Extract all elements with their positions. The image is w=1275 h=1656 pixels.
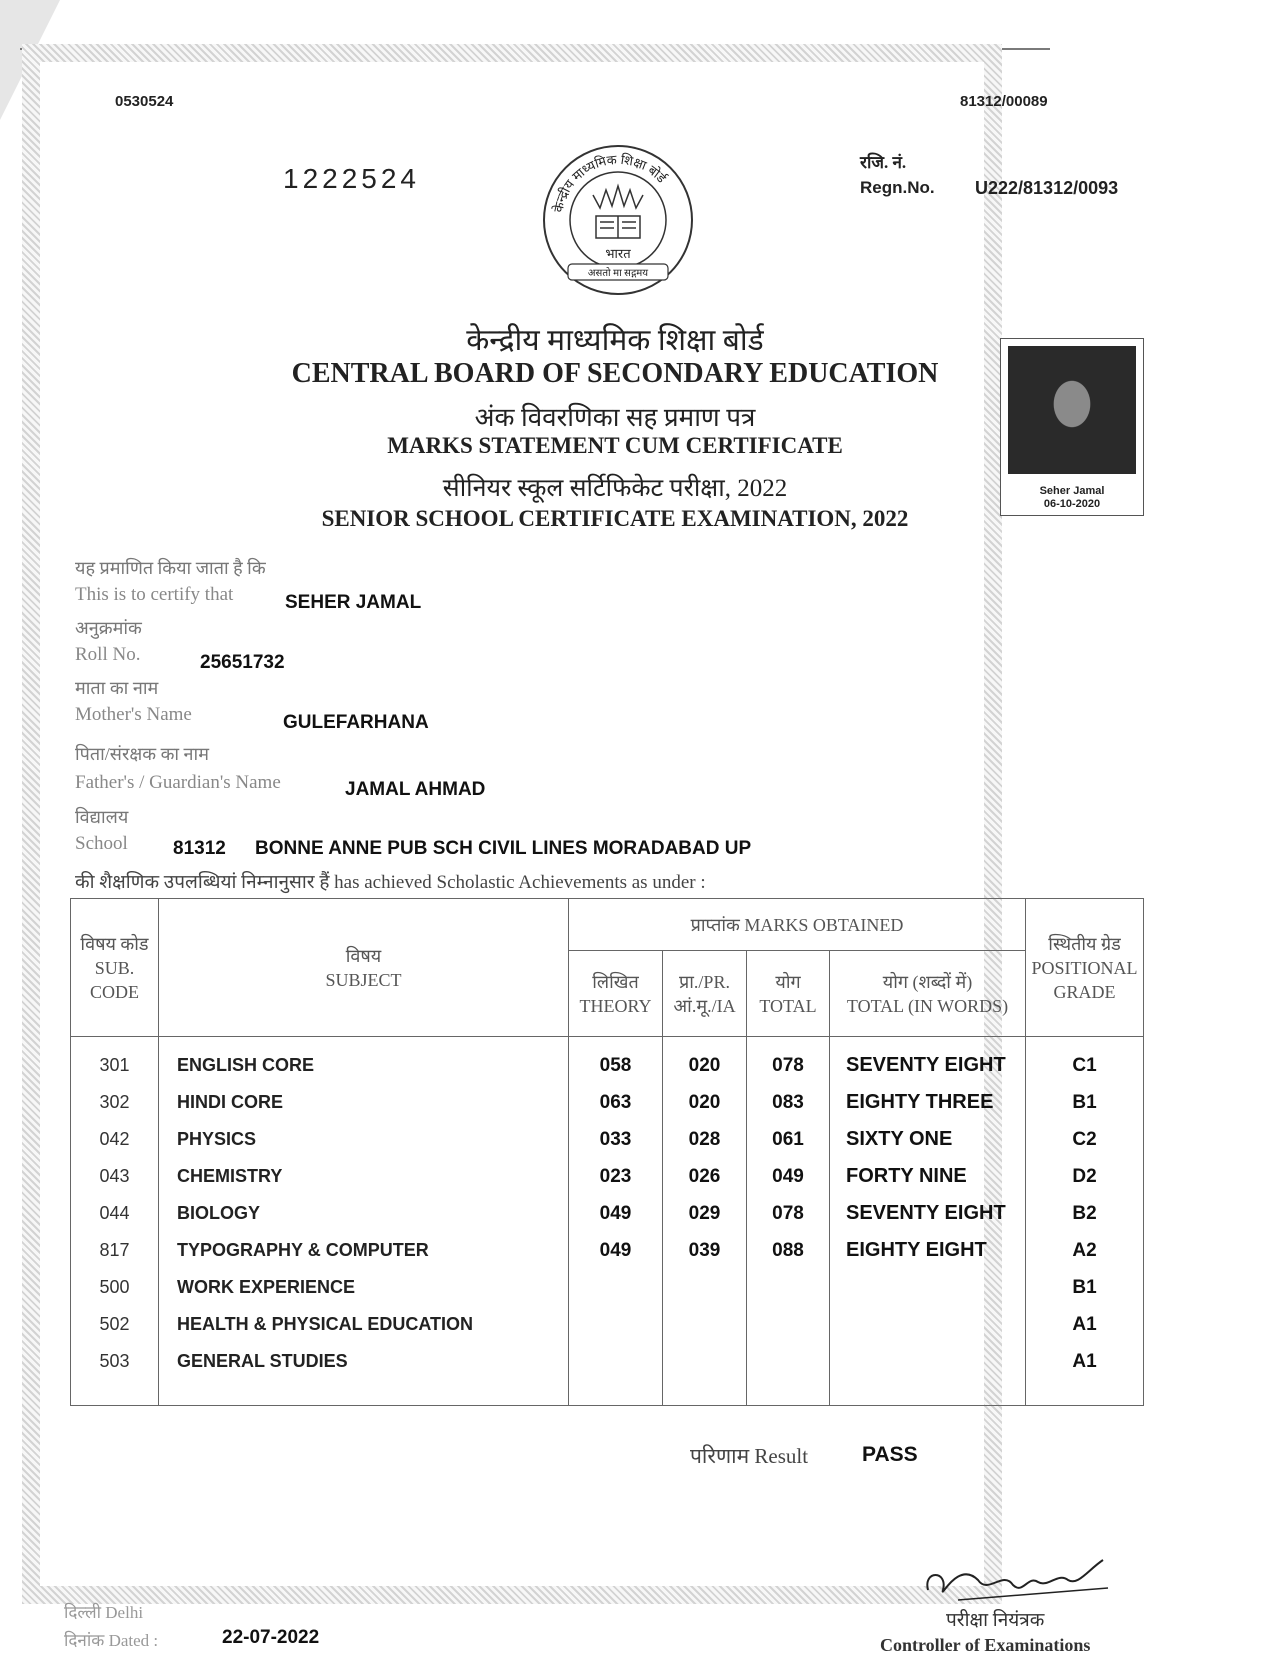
- roll-label-hindi: अनुक्रमांक: [75, 618, 142, 638]
- header-sub-code-hindi: विषय कोड: [80, 933, 149, 954]
- achievement-line: [75, 868, 706, 894]
- positional-grade: B1: [1072, 1091, 1097, 1113]
- student-photo: [1000, 338, 1144, 516]
- positional-grade: A1: [1072, 1313, 1097, 1335]
- practical-marks: 020: [688, 1054, 721, 1076]
- grade-column: [1026, 1037, 1144, 1406]
- total-in-words: SEVENTY EIGHT: [846, 1202, 1006, 1224]
- total-marks: [747, 1306, 829, 1343]
- mother-label-hindi: माता का नाम: [75, 678, 159, 698]
- controller-title: Controller of Examinations: [880, 1635, 1091, 1655]
- subject-name: CHEMISTRY: [177, 1166, 283, 1186]
- subject-code: 817: [99, 1240, 130, 1260]
- subject-name: TYPOGRAPHY & COMPUTER: [177, 1240, 429, 1260]
- total-marks: 083: [772, 1091, 804, 1113]
- roll-number: 25651732: [200, 652, 285, 673]
- school-label: School: [75, 833, 128, 854]
- subject-code: 042: [99, 1129, 130, 1149]
- marks-table: [70, 898, 1144, 1406]
- header-total-en: TOTAL: [759, 995, 817, 1016]
- theory-marks: 033: [599, 1128, 632, 1150]
- header-practical-1: प्रा./PR.: [679, 971, 730, 992]
- practical-marks: 029: [688, 1202, 721, 1224]
- positional-grade: C1: [1072, 1054, 1097, 1076]
- practical-marks: 039: [688, 1239, 721, 1261]
- portrait-image: [1008, 346, 1136, 474]
- total-marks: 078: [772, 1202, 804, 1224]
- theory-marks: [569, 1306, 662, 1343]
- mother-label: Mother's Name: [75, 704, 192, 725]
- positional-grade: C2: [1072, 1128, 1097, 1150]
- theory-marks: [569, 1269, 662, 1306]
- regn-label: Regn.No.: [860, 178, 935, 197]
- document-number: 1222524: [283, 163, 421, 194]
- subject-code: 043: [99, 1166, 130, 1186]
- place-label: दिल्ली Delhi: [64, 1603, 144, 1622]
- header-sub-code: [71, 899, 159, 1037]
- father-name: JAMAL AHMAD: [345, 779, 486, 800]
- header-grade-en2: GRADE: [1053, 981, 1116, 1002]
- header-subject-en: SUBJECT: [325, 969, 402, 990]
- exam-title: SENIOR SCHOOL CERTIFICATE EXAMINATION, 2022: [321, 506, 909, 531]
- header-sub-code-en2: CODE: [90, 981, 139, 1002]
- theory-marks: 023: [599, 1165, 632, 1187]
- header-theory: [569, 951, 663, 1037]
- words-column: [830, 1037, 1026, 1406]
- regn-label-hindi: रजि. नं.: [860, 153, 907, 172]
- total-in-words: [830, 1306, 1025, 1343]
- board-name-hindi: केन्द्रीय माध्यमिक शिक्षा बोर्ड: [466, 324, 764, 357]
- subject-column: [159, 1037, 569, 1406]
- practical-marks: 028: [688, 1128, 721, 1150]
- header-total-words: [830, 951, 1026, 1037]
- controller-signature-icon: [918, 1550, 1118, 1610]
- cbse-emblem-icon: [538, 140, 698, 300]
- subject-code: 301: [99, 1055, 130, 1075]
- positional-grade: A1: [1072, 1350, 1097, 1372]
- positional-grade: B1: [1072, 1276, 1097, 1298]
- photo-caption-name: Seher Jamal: [1039, 485, 1105, 497]
- header-total: [747, 951, 830, 1037]
- practical-marks: [663, 1269, 746, 1306]
- subject-name: HINDI CORE: [177, 1092, 284, 1112]
- document-title: MARKS STATEMENT CUM CERTIFICATE: [387, 433, 843, 458]
- total-marks: [747, 1269, 829, 1306]
- total-marks: 078: [772, 1054, 804, 1076]
- practical-marks: 020: [688, 1091, 721, 1113]
- school-label-hindi: विद्यालय: [75, 807, 129, 827]
- photo-caption-date: 06-10-2020: [1043, 498, 1101, 510]
- subject-code: 500: [99, 1277, 130, 1297]
- issue-date: 22-07-2022: [222, 1627, 320, 1648]
- certify-label: This is to certify that: [75, 584, 234, 605]
- student-name: SEHER JAMAL: [285, 592, 422, 613]
- practical-marks: [663, 1343, 746, 1380]
- serial-number-right: 81312/00089: [960, 93, 1048, 110]
- practical-marks: 026: [688, 1165, 721, 1187]
- total-marks: 049: [772, 1165, 804, 1187]
- board-name: CENTRAL BOARD OF SECONDARY EDUCATION: [291, 358, 939, 389]
- subject-name: BIOLOGY: [177, 1203, 261, 1223]
- certify-label-hindi: यह प्रमाणित किया जाता है कि: [75, 558, 266, 578]
- exam-title-hindi: सीनियर स्कूल सर्टिफिकेट परीक्षा, 2022: [442, 475, 788, 502]
- header-words-en: TOTAL (IN WORDS): [846, 995, 1009, 1016]
- header-practical: [663, 951, 747, 1037]
- achievement-label: has achieved Scholastic Achievements as under :: [334, 872, 706, 893]
- total-in-words: FORTY NINE: [846, 1165, 967, 1187]
- school-name: BONNE ANNE PUB SCH CIVIL LINES MORADABAD UP: [255, 838, 752, 859]
- subject-code: 503: [99, 1351, 130, 1371]
- theory-marks: 049: [599, 1239, 632, 1261]
- header-words-hindi: योग (शब्दों में): [882, 971, 973, 992]
- theory-column: [569, 1037, 663, 1406]
- practical-column: [663, 1037, 747, 1406]
- subject-name: PHYSICS: [177, 1129, 257, 1149]
- subject-name: WORK EXPERIENCE: [177, 1277, 356, 1297]
- total-in-words: EIGHTY EIGHT: [846, 1239, 987, 1261]
- header-grade-hindi: स्थितीय ग्रेड: [1048, 933, 1121, 954]
- header-practical-2: आं.मू./IA: [673, 995, 736, 1016]
- header-total-hindi: योग: [775, 971, 801, 992]
- total-in-words: SIXTY ONE: [846, 1128, 953, 1150]
- positional-grade: A2: [1072, 1239, 1097, 1261]
- roll-label: Roll No.: [75, 644, 141, 665]
- father-label-hindi: पिता/संरक्षक का नाम: [75, 744, 209, 764]
- header-marks-hindi: प्राप्तांक: [690, 914, 740, 935]
- subject-code: 044: [99, 1203, 130, 1223]
- total-marks: 061: [772, 1128, 804, 1150]
- header-subject: [159, 899, 569, 1037]
- total-marks: 088: [772, 1239, 804, 1261]
- subject-code: 502: [99, 1314, 130, 1334]
- document-title-hindi: अंक विवरणिका सह प्रमाण पत्र: [474, 403, 756, 432]
- school-code: 81312: [173, 838, 226, 859]
- regn-number: U222/81312/0093: [975, 178, 1119, 198]
- header-theory-hindi: लिखित: [592, 971, 639, 992]
- total-in-words: EIGHTY THREE: [846, 1091, 994, 1113]
- emblem-country: भारत: [605, 246, 631, 261]
- emblem-motto: असतो मा सद्गमय: [587, 268, 649, 279]
- total-in-words: [830, 1343, 1025, 1380]
- theory-marks: [569, 1343, 662, 1380]
- total-in-words: [830, 1269, 1025, 1306]
- header-theory-en: THEORY: [579, 995, 652, 1016]
- theory-marks: 063: [599, 1091, 632, 1113]
- father-label: Father's / Guardian's Name: [75, 772, 281, 793]
- subject-code: 302: [99, 1092, 130, 1112]
- dated-label: दिनांक Dated :: [64, 1631, 159, 1650]
- header-sub-code-en1: SUB.: [94, 957, 135, 978]
- mother-name: GULEFARHANA: [283, 712, 429, 733]
- subject-name: ENGLISH CORE: [177, 1055, 315, 1075]
- header-grade-en1: POSITIONAL: [1031, 957, 1138, 978]
- achievement-label-hindi: की शैक्षणिक उपलब्धियां निम्नानुसार हैं: [75, 872, 330, 893]
- total-in-words: SEVENTY EIGHT: [846, 1054, 1006, 1076]
- positional-grade: B2: [1072, 1202, 1097, 1224]
- header-marks-en: MARKS OBTAINED: [744, 914, 904, 935]
- theory-marks: 058: [599, 1054, 632, 1076]
- subject-name: GENERAL STUDIES: [177, 1351, 348, 1371]
- result-label: परिणाम Result: [690, 1444, 809, 1468]
- header-subject-hindi: विषय: [345, 945, 382, 966]
- header-marks-obtained: [569, 899, 1026, 951]
- practical-marks: [663, 1306, 746, 1343]
- subject-name: HEALTH & PHYSICAL EDUCATION: [177, 1314, 474, 1334]
- header-grade: [1026, 899, 1144, 1037]
- result-value: PASS: [862, 1443, 918, 1466]
- total-marks: [747, 1343, 829, 1380]
- code-column: [71, 1037, 159, 1406]
- serial-number-left: 0530524: [115, 93, 174, 110]
- positional-grade: D2: [1072, 1165, 1097, 1187]
- theory-marks: 049: [599, 1202, 632, 1224]
- controller-title-hindi: परीक्षा नियंत्रक: [946, 1610, 1045, 1631]
- emblem-ring-text: केन्द्रीय माध्यमिक शिक्षा बोर्ड: [550, 151, 670, 214]
- total-column: [747, 1037, 830, 1406]
